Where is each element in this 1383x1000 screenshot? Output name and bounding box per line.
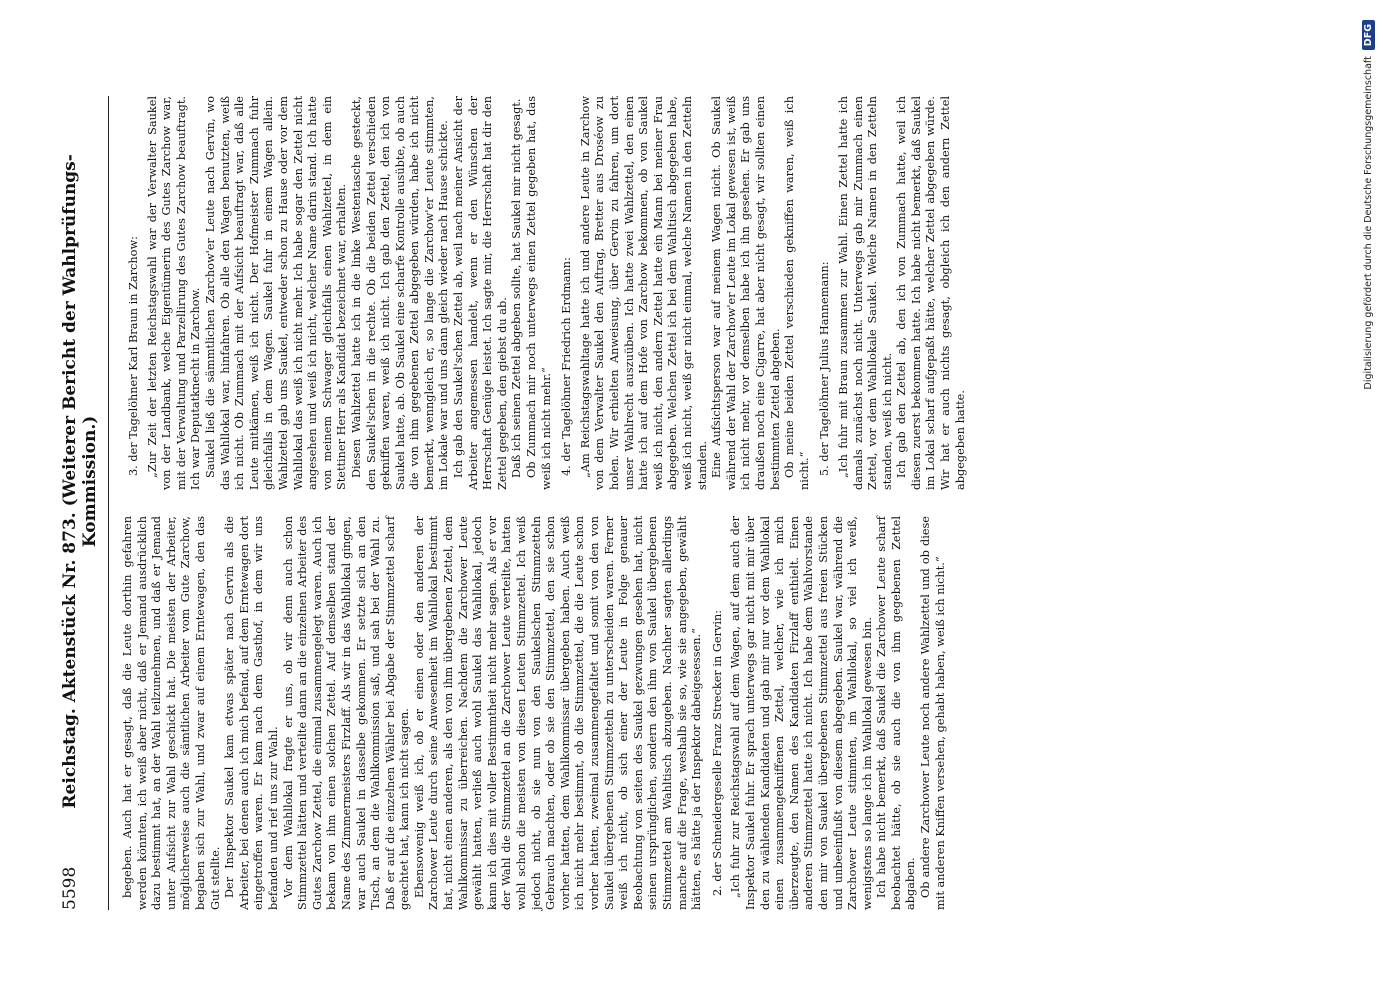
witness-statement: „Am Reichstagswahltage hatte ich und andere Leute in Zarchow von dem Verwalter Saukel den Auftrag, Bretter aus Droséow zu holen. Wir erhielten Anweisung, über Gervin zu fahren, um dort unser Wahlrecht auszuüben. Ich hatte zwei Wahlzettel, den einen hatte ich auf dem Hofe von Zarchow bekommen, ob von Saukel weiß ich nicht, den andern Zettel hatte ein Mann bei meiner Frau abgegeben. Welchen Zettel ich bei dem Wahltisch abgegeben habe, weiß ich nicht, weiß gar nicht einmal, welche Namen in den Zetteln standen. (578, 96, 709, 490)
witness-heading: 2. der Schneidergeselle Franz Strecker in Gervin: (710, 609, 724, 896)
dfg-logo: DFG (1362, 20, 1375, 50)
witness-heading: 5. der Tagelöhner Julius Hannemann: (818, 261, 832, 476)
paragraph: Eine Aufsichtsperson war auf meinem Wagen nicht. Ob Saukel während der Wahl der Zarchow'er Leute im Lokal gewesen ist, weiß ich nicht mehr, vor demselben habe ich ihn gesehen. Er gab uns draußen noch eine Cigarre, hat aber nicht gesagt, wir sollten einen bestimmten Zettel abgeben. (710, 96, 782, 490)
page-header (60, 96, 109, 910)
paragraph: begeben. Auch hat er gesagt, daß die Leute dorthin gefahren werden könnten, ich weiß aber nicht, daß er Jemand ausdrücklich dazu bestimmt hat, an der Wahl teilzunehmen, und daß er Jemand unter Aufsicht zur Wahl geschickt hat. Die meisten der Arbeiter, möglicherweise auch die sämtlichen Arbeiter vom Gute Zarchow, begaben sich zur Wahl, und zwar auf einem Erntewagen, den das Gut stellte. (121, 516, 222, 910)
witness-heading: 3. der Tagelöhner Karl Braun in Zarchow: (127, 236, 140, 476)
witness-heading: 4. der Tagelöhner Friedrich Erdmann: (560, 257, 574, 476)
witness-statement: „Ich fuhr zur Reichstagswahl auf dem Wagen, auf dem auch der Inspektor Saukel fuhr. Er sprach unterwegs gar nicht mit mir über den zu wählenden Kandidaten und gab mir nur vor dem Wahllokal einen zusammengekniffenen Zettel, welcher, wie ich mich überzeugte, den Namen des Kandidaten Firzlaff enthielt. Einen anderen Stimmzettel hatte ich nicht. Ich habe dem Wahlvorstande den mir von Saukel übergebenen Stimmzettel aus freien Stücken und unbeeinflußt von diesem abgegeben. Saukel war, während die Zarchower Leute stimmten, im Wahllokal, so viel ich weiß, wenigstens so lange ich im Wahllokal gewesen bin. (729, 516, 874, 910)
paragraph: Ich gab den Saukel'schen Zettel ab, weil nach meiner Ansicht der Arbeiter angemessen handelt, wenn er den Wünschen der Herrschaft Genüge leistet. Ich sagte mir, die Herrschaft hat dir den Zettel gegeben, den giebst du ab. (452, 96, 509, 490)
paragraph: Ich habe nicht bemerkt, daß Saukel die Zarchower Leute scharf beobachtet hätte, ob sie auch die von ihm gegebenen Zettel abgaben. (875, 516, 918, 910)
credit-text: Digitalisierung gefördert durch die Deutsche Forschungsgemeinschaft (1363, 56, 1374, 390)
paragraph: Der Inspektor Saukel kam etwas später nach Gervin als die Arbeiter, bei denen auch ich mich befand, auf dem Erntewagen dort eingetroffen waren. Er kam nach dem Gasthof, in dem wir uns befanden und rief uns zur Wahl. (223, 516, 280, 910)
page-title: Reichstag. Aktenstück Nr. 873. (Weiterer Bericht der Wahlprüfungs-Kommission.) (60, 154, 100, 809)
right-column (121, 96, 968, 490)
paragraph: Diesen Wahlzettel hatte ich in die linke Westentasche gesteckt, den Saukel'schen in die rechte. Ob die beiden Zettel verschieden gekniffen waren, weiß ich nicht. Ich gab den Zettel, den ich von Saukel hatte, ab. Ob Saukel eine scharfe Kontrolle ausübte, ob auch die von ihm gegebenen Zettel abgegeben würden, habe ich nicht bemerkt, wenngleich er, so lange die Zarchow'er Leute stimmten, im Lokale war und uns dann gleich wieder nach Hause schickte. (349, 96, 451, 490)
paragraph: Ob Zummach mir noch unterwegs einen Zettel gegeben hat, das weiß ich nicht mehr.“ (525, 96, 553, 490)
witness-statement: „Zur Zeit der letzten Reichstagswahl war der Verwalter Saukel von der Landbank, welche Eigentümerin des Gutes Zarchow war, mit der Verwaltung und Parzellirung des Gutes Zarchow beauftragt. Ich war Deputatknecht in Zarchow. (145, 96, 203, 490)
paragraph: Ob andere Zarchower Leute noch andere Wahlzettel und ob diese mit anderen Kniffen versehen, gehabt haben, weiß ich nicht.“ (919, 516, 947, 910)
paragraph: Saukel ließ die sämmtlichen Zarchow'er Leute nach Gervin, wo das Wahllokal war, hinfahren. Ob alle den Wagen benutzten, weiß ich nicht. Ob Zummach mit der Aufsicht beauftragt war, daß alle Leute mitkämen, weiß ich nicht. Der Hofmeister Zummach fuhr gleichfalls in dem Wagen. Saukel fuhr in einem Wagen allein. Wahlzettel gab uns Saukel, entweder schon zu Hause oder vor dem Wahllokal das weiß ich nicht mehr. Ich habe sogar den Zettel nicht angesehen und weiß ich nicht, welcher Name darin stand. Ich hatte von meinem Schwager gleichfalls einen Wahlzettel, in dem ein Stettiner Herr als Kandidat bezeichnet war, erhalten. (203, 96, 349, 490)
paragraph: Ob meine beiden Zettel verschieden gekniffen waren, weiß ich nicht.“ (783, 96, 811, 490)
paragraph: Ebensowenig weiß ich, ob er einen oder den anderen der Zarchower Leute durch seine Anwesenheit im Wahllokal bestimmt hat, nicht einen anderen, als den von ihm übergebenen Zettel, dem Wahlkommissar zu überreichen. Nachdem die Zarchower Leute gewählt hatten, verließ auch wohl Saukel das Wahllokal, jedoch kann ich dies mit voller Bestimmtheit nicht mehr sagen. Als er vor der Wahl die Stimmzettel an die Zarchower Leute verteilte, hatten wohl schon die meisten von diesen Leuten Stimmzettel. Ich weiß jedoch nicht, ob sie nun von den Saukelschen Stimmzetteln Gebrauch machten, oder ob sie den Stimmzettel, den sie schon vorher hatten, dem Wahlkommissar übergeben haben. Auch weiß ich nicht mehr bestimmt, ob die Stimmzettel, die die Leute schon vorher hatten, zweimal zusammengefaltet und somit von den von Saukel übergebenen Stimmzetteln zu unterscheiden waren. Ferner weiß ich nicht, ob sich einer der Leute in Folge genauer Beobachtung von seiten des Saukel gezwungen gesehen hat, nicht seinen ursprünglichen, sondern den ihm von Saukel übergebenen Stimmzettel am Wahltisch abzugeben. Nachher sagten allerdings manche auf die Frage, weshalb sie so, wie sie angegeben, gewählt hätten, es hätte ja der Inspektor dabeigesessen.“ (412, 516, 704, 910)
paragraph: Vor dem Wahllokal fragte er uns, ob wir denn auch schon Stimmzettel hätten und verteilte dann an die einzelnen Arbeiter des Gutes Zarchow Zettel, die einmal zusammengelegt waren. Auch ich bekam von ihm einen solchen Zettel. Auf demselben stand der Name des Zimmermeisters Firzlaff. Als wir in das Wahllokal gingen, war auch Saukel in dasselbe gekommen. Er setzte sich an den Tisch, an dem die Wahlkommission saß, und sah bei der Wahl zu. Daß er auf die einzelnen Wähler bei Abgabe der Stimmzettel scharf geachtet hat, kann ich nicht sagen. (281, 516, 412, 910)
paragraph: Daß ich seinen Zettel abgeben sollte, hat Saukel mir nicht gesagt. (510, 98, 524, 478)
paragraph: Ich gab den Zettel ab, den ich von Zummach hatte, weil ich diesen zuerst bekommen hatte. Ich habe nicht bemerkt, daß Saukel im Lokal scharf aufgepaßt hätte, welcher Zettel abgegeben würde. Wir hat er auch nichts gesagt, obgleich ich den andern Zettel abgegeben hatte. (895, 96, 967, 490)
digitization-credit (1362, 20, 1375, 390)
left-column (121, 516, 968, 910)
witness-statement: „Ich fuhr mit Braun zusammen zur Wahl. Einen Zettel hatte ich damals zunächst noch nicht. Unterwegs gab mir Zummach einen Zettel, vor dem Wahllokale Saukel. Welche Namen in den Zetteln standen, weiß ich nicht. (836, 96, 894, 490)
page-number: 5598 (60, 866, 80, 910)
